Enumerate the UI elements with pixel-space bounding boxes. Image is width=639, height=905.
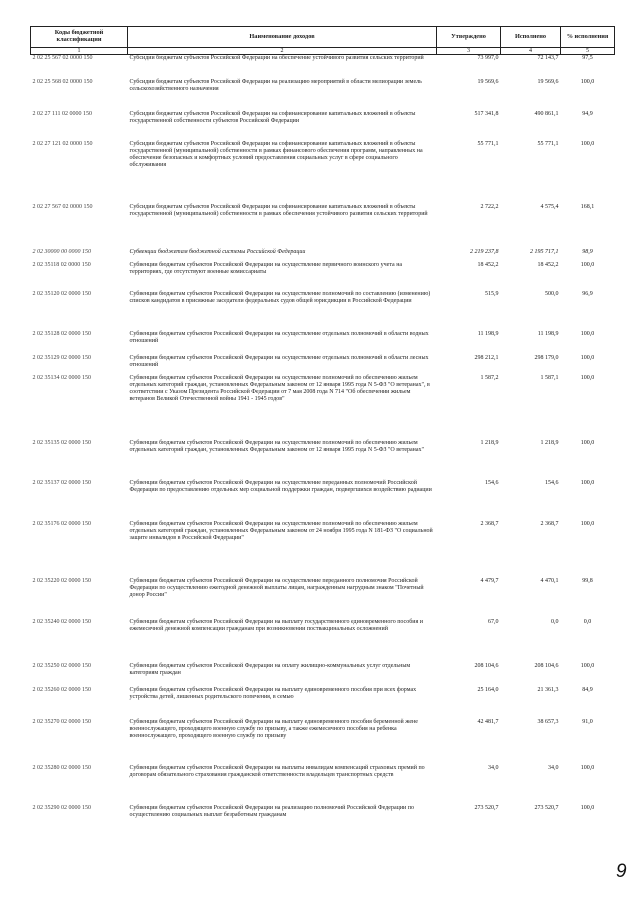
row-approved: 34,0 (488, 764, 499, 771)
row-code: 2 02 35129 02 0000 150 (32, 354, 91, 361)
row-name: Субсидии бюджетам субъектов Российской Федерации на обеспечение устойчивого развития сельских территорий (129, 55, 424, 62)
row-executed: 4 575,4 (540, 203, 559, 210)
row-code: 2 02 35134 02 0000 150 (32, 374, 91, 381)
table-row (31, 79, 615, 111)
row-name: Субвенции бюджетам субъектов Российской Федерации на осуществление отдельных полномочий в области лесных отношений (129, 354, 429, 368)
row-approved: 2 219 237,8 (470, 248, 499, 255)
row-code: 2 02 35135 02 0000 150 (32, 439, 91, 446)
row-percent: 97,5 (582, 55, 593, 62)
row-name: Субвенции бюджетам субъектов Российской Федерации на осуществление полномочий по обеспечению жильем отдельных категорий граждан, установленных Федеральным законом от 12 января 1995 года N 5-ФЗ "О ветеранах" (129, 439, 424, 453)
table-row (31, 663, 615, 687)
row-percent: 100,0 (580, 479, 595, 486)
row-percent: 100,0 (580, 804, 595, 811)
row-approved: 67,0 (488, 618, 499, 625)
header-approved: Утверждено (437, 27, 501, 48)
row-code: 2 02 35137 02 0000 150 (32, 479, 91, 486)
row-approved: 208 104,6 (474, 662, 499, 669)
row-approved: 517 341,8 (474, 110, 499, 117)
row-approved: 1 218,9 (480, 439, 499, 446)
row-name: Субвенции бюджетам субъектов Российской Федерации на выплату единовременного пособия беременной жене военнослужащего, проходящего военную службу по призыву, а также ежемесячного пособия на ребенка военнослужащего, проходящего военную службу по призыву (129, 718, 418, 739)
table-row (31, 331, 615, 355)
row-percent: 96,9 (582, 290, 593, 297)
row-percent: 168,1 (580, 203, 595, 210)
row-percent: 100,0 (580, 330, 595, 337)
row-approved: 4 479,7 (480, 577, 499, 584)
row-executed: 55 771,1 (537, 140, 559, 147)
row-approved: 19 569,6 (477, 78, 499, 85)
row-name: Субвенции бюджетам субъектов Российской Федерации на оплату жилищно-коммунальных услуг отдельным категориям граждан (129, 662, 411, 676)
header-executed: Исполнено (501, 27, 561, 48)
revenue-table (30, 26, 615, 837)
column-number: 1 (31, 48, 128, 55)
row-executed: 21 361,3 (537, 686, 559, 693)
row-executed: 0,0 (551, 618, 559, 625)
row-executed: 2 368,7 (540, 520, 559, 527)
row-percent: 100,0 (580, 662, 595, 669)
table-row (31, 805, 615, 837)
row-executed: 208 104,6 (534, 662, 559, 669)
row-approved: 25 164,0 (477, 686, 499, 693)
table-header-row (31, 27, 615, 48)
row-name: Субвенции бюджетам субъектов Российской Федерации на выплаты инвалидам компенсаций страховых премий по договорам обязательного страхования гражданской ответственности владельцев транспортных средств (129, 764, 425, 778)
row-name: Субвенции бюджетам субъектов Российской Федерации на осуществление полномочий по обеспечению жильем отдельных категорий граждан, установленных Федеральным законом от 12 января 1995 года N 5-ФЗ "О ветеранах", в соответствии с Указом Президента Российской Федерации от 7 мая 2008 года N 714 "Об обеспечении жильем ветеранов Великой Отечественной войны 1941 - 1945 годов" (129, 374, 430, 403)
row-code: 2 02 30000 00 0000 150 (32, 248, 91, 255)
row-executed: 500,0 (545, 290, 559, 297)
row-percent: 100,0 (580, 140, 595, 147)
table-row (31, 619, 615, 663)
table-row (31, 480, 615, 521)
row-code: 2 02 35118 02 0000 150 (32, 261, 91, 268)
row-percent: 100,0 (580, 520, 595, 527)
row-name: Субсидии бюджетам субъектов Российской Федерации на софинансирование капитальных вложений в объекты государственной собственности субъектов Российской Федерации (129, 110, 416, 124)
column-number: 4 (501, 48, 561, 55)
table-row (31, 687, 615, 719)
table-column-numbers-row (31, 48, 615, 55)
row-approved: 154,6 (485, 479, 499, 486)
row-name: Субвенции бюджетам субъектов Российской Федерации на осуществление первичного воинского учета на территориях, где отсутствуют военные комиссариаты (129, 261, 403, 275)
column-number: 3 (437, 48, 501, 55)
row-name: Субсидии бюджетам субъектов Российской Федерации на софинансирование капитальных вложений в объекты государственной (муниципальной) собственности в рамках финансового обеспечения программ, направленных на обеспечение безопасных и комфортных условий предоставления социальных услуг в сфере социального обслуживания (129, 140, 423, 169)
table-row (31, 262, 615, 291)
row-approved: 18 452,2 (477, 261, 499, 268)
row-executed: 72 143,7 (537, 55, 559, 62)
row-executed: 4 470,1 (540, 577, 559, 584)
row-percent: 99,8 (582, 577, 593, 584)
row-name: Субвенции бюджетам субъектов Российской Федерации на осуществление переданных полномочий Российской Федерации по предоставлению отдельных мер социальной поддержки граждан, подвергшихся воздействию радиации (129, 479, 432, 493)
page-number: 9 (616, 861, 627, 882)
row-code: 2 02 35128 02 0000 150 (32, 330, 91, 337)
table-row (31, 291, 615, 331)
row-code: 2 02 35260 02 0000 150 (32, 686, 91, 693)
row-percent: 100,0 (580, 354, 595, 361)
row-code: 2 02 27 567 02 0000 150 (32, 203, 93, 210)
row-approved: 298 212,1 (474, 354, 499, 361)
row-approved: 42 481,7 (477, 718, 499, 725)
row-approved: 2 722,2 (480, 203, 499, 210)
table-body (31, 55, 615, 837)
row-code: 2 02 35280 02 0000 150 (32, 764, 91, 771)
row-code: 2 02 35270 02 0000 150 (32, 718, 91, 725)
row-executed: 1 587,1 (540, 374, 559, 381)
header-codes: Коды бюджетной классификации (31, 27, 128, 48)
row-approved: 2 368,7 (480, 520, 499, 527)
row-name: Субвенции бюджетам субъектов Российской Федерации на реализацию полномочий Российской Федерации по осуществлению социальных выплат безработным гражданам (129, 804, 414, 818)
row-name: Субвенции бюджетам субъектов Российской Федерации на осуществление отдельных полномочий в области водных отношений (129, 330, 429, 344)
row-approved: 273 520,7 (474, 804, 499, 811)
row-executed: 38 657,3 (537, 718, 559, 725)
column-number: 5 (561, 48, 615, 55)
row-executed: 18 452,2 (537, 261, 559, 268)
row-executed: 154,6 (545, 479, 559, 486)
row-approved: 73 997,0 (477, 55, 499, 62)
table-row (31, 249, 615, 262)
row-code: 2 02 35176 02 0000 150 (32, 520, 91, 527)
row-approved: 55 771,1 (477, 140, 499, 147)
row-approved: 1 587,2 (480, 374, 499, 381)
row-name: Субсидии бюджетам субъектов Российской Федерации на софинансирование капитальных вложений в объекты государственной (муниципальной) собственности в рамках обеспечения устойчивого развития сельских территорий (129, 203, 428, 217)
table-row (31, 204, 615, 249)
row-percent: 100,0 (580, 439, 595, 446)
row-percent: 84,9 (582, 686, 593, 693)
row-percent: 0,0 (583, 618, 592, 625)
row-percent: 100,0 (580, 374, 595, 381)
row-percent: 100,0 (580, 764, 595, 771)
row-name: Субвенции бюджетам субъектов Российской Федерации на выплату государственного единовременного пособия и ежемесячной денежной компенсации гражданам при возникновении поствакцинальных осложнений (129, 618, 423, 632)
row-name: Субвенции бюджетам бюджетной системы Российской Федерации (129, 248, 306, 255)
row-code: 2 02 25 568 02 0000 150 (32, 78, 93, 85)
row-name: Субвенции бюджетам субъектов Российской Федерации на выплату единовременного пособия при всех формах устройства детей, лишенных родительского попечения, в семью (129, 686, 417, 700)
table-row (31, 375, 615, 440)
table-row (31, 521, 615, 578)
header-percent: % исполнения (561, 27, 615, 48)
row-approved: 515,9 (485, 290, 499, 297)
row-name: Субвенции бюджетам субъектов Российской Федерации на осуществление полномочий по обеспечению жильем отдельных категорий граждан, установленных Федеральным законом от 24 ноября 1995 года N 181-ФЗ "О социальной защите инвалидов в Российской Федерации" (129, 520, 433, 541)
row-executed: 2 195 717,1 (530, 248, 559, 255)
table-row (31, 719, 615, 765)
row-code: 2 02 27 121 02 0000 150 (32, 140, 93, 147)
row-code: 2 02 35120 02 0000 150 (32, 290, 91, 297)
row-name: Субвенции бюджетам субъектов Российской Федерации на осуществление переданного полномочия Российской Федерации по осуществлению ежегодной денежной выплаты лицам, награжденным нагрудным знаком "Почетный донор России" (129, 577, 424, 598)
row-code: 2 02 27 111 02 0000 150 (32, 110, 93, 117)
row-percent: 100,0 (580, 261, 595, 268)
table-row (31, 55, 615, 79)
row-name: Субвенции бюджетам субъектов Российской Федерации на осуществление полномочий по составлению (изменению) списков кандидатов в присяжные заседатели федеральных судов общей юрисдикции в Российской Федерации (129, 290, 431, 304)
table-row (31, 578, 615, 619)
table-row (31, 141, 615, 204)
table-row (31, 765, 615, 805)
row-executed: 11 198,9 (537, 330, 559, 337)
row-percent: 98,9 (582, 248, 593, 255)
row-executed: 1 218,9 (540, 439, 559, 446)
table-row (31, 111, 615, 141)
row-executed: 19 569,6 (537, 78, 559, 85)
table-row (31, 440, 615, 480)
row-name: Субсидии бюджетам субъектов Российской Федерации на реализацию мероприятий в области мелиорации земель сельскохозяйственного назначения (129, 78, 422, 92)
row-percent: 94,9 (582, 110, 593, 117)
row-code: 2 02 25 567 02 0000 150 (32, 55, 93, 62)
row-percent: 91,0 (582, 718, 593, 725)
table-row (31, 355, 615, 375)
row-code: 2 02 35220 02 0000 150 (32, 577, 91, 584)
row-executed: 298 179,0 (534, 354, 559, 361)
column-number: 2 (128, 48, 437, 55)
row-code: 2 02 35290 02 0000 150 (32, 804, 91, 811)
row-percent: 100,0 (580, 78, 595, 85)
row-approved: 11 198,9 (477, 330, 499, 337)
row-code: 2 02 35250 02 0000 150 (32, 662, 91, 669)
row-executed: 490 861,1 (534, 110, 559, 117)
header-name: Наименование доходов (128, 27, 437, 48)
row-executed: 34,0 (548, 764, 559, 771)
row-code: 2 02 35240 02 0000 150 (32, 618, 91, 625)
row-executed: 273 520,7 (534, 804, 559, 811)
